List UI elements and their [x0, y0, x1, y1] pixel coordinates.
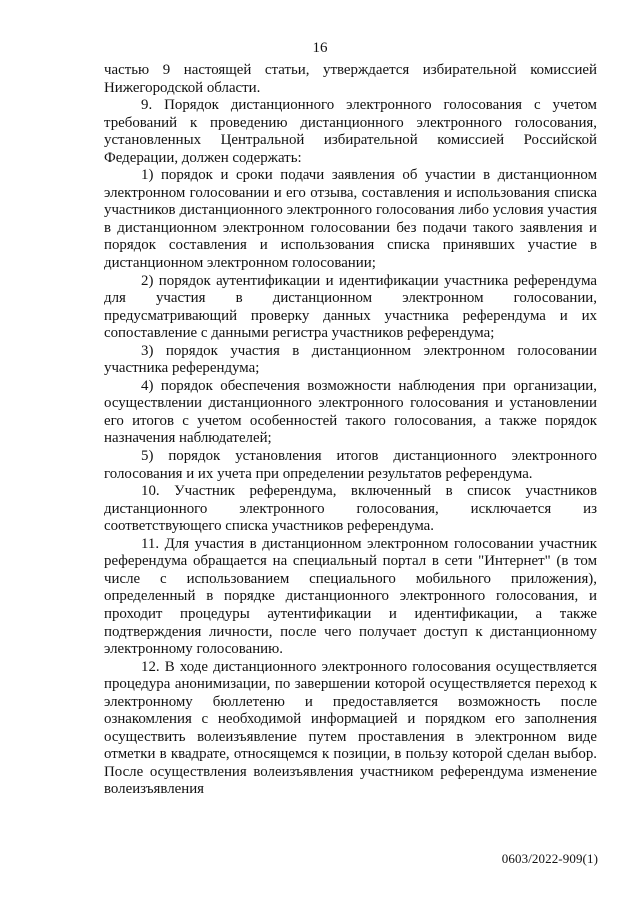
page-number: 16	[312, 40, 328, 56]
paragraph: 11. Для участия в дистанционном электронном голосовании участник референдума обращается на специальный портал в сети "Интернет" (в том числе с использованием специального мобильного приложения), определенный в порядке дистанционного электронного голосования, и проходит процедуры аутентификации и идентификации, а также подтверждения личности, после чего получает доступ к дистанционному электронному голосованию.	[104, 535, 597, 658]
paragraph: 12. В ходе дистанционного электронного голосования осуществляется процедура анонимизации, по завершении которой осуществляется переход к электронному бюллетеню и предоставляется возможность после ознакомления с необходимой информацией и порядком его заполнения осуществить волеизъявление путем проставления в электронном виде отметки в квадрате, относящемся к позиции, в пользу которой сделан выбор. После осуществления волеизъявления участником референдума изменение волеизъявления	[104, 658, 597, 798]
document-code: 0603/2022-909(1)	[501, 851, 598, 866]
paragraph: 10. Участник референдума, включенный в список участников дистанционного электронного голосования, исключается из соответствующего списка участников референдума.	[104, 483, 597, 535]
paragraph: 2) порядок аутентификации и идентификации участника референдума для участия в дистанционном электронном голосовании, предусматривающий проверку данных участника референдума и их сопоставление с данными регистра участников референдума;	[104, 272, 597, 342]
paragraph: 1) порядок и сроки подачи заявления об участии в дистанционном электронном голосовании и его отзыва, составления и использования списка участников дистанционного электронного голосования либо условия участия в дистанционном электронном голосовании без подачи такого заявления и порядок составления и использования списка принявших участие в дистанционном электронном голосовании;	[104, 167, 597, 272]
paragraph: 9. Порядок дистанционного электронного голосования с учетом требований к проведению дистанционного электронного голосования, установленных Центральной избирательной комиссией Российской Федерации, должен содержать:	[104, 97, 597, 166]
document-body	[104, 62, 597, 799]
paragraph: 3) порядок участия в дистанционном электронном голосовании участника референдума;	[104, 342, 597, 377]
paragraph: частью 9 настоящей статьи, утверждается избирательной комиссией Нижегородской области.	[104, 62, 597, 96]
paragraph: 4) порядок обеспечения возможности наблюдения при организации, осуществлении дистанционного электронного голосования и установлении его итогов с учетом особенностей такого голосования, а также порядок назначения наблюдателей;	[104, 377, 597, 447]
paragraph: 5) порядок установления итогов дистанционного электронного голосования и их учета при определении результатов референдума.	[104, 448, 597, 482]
